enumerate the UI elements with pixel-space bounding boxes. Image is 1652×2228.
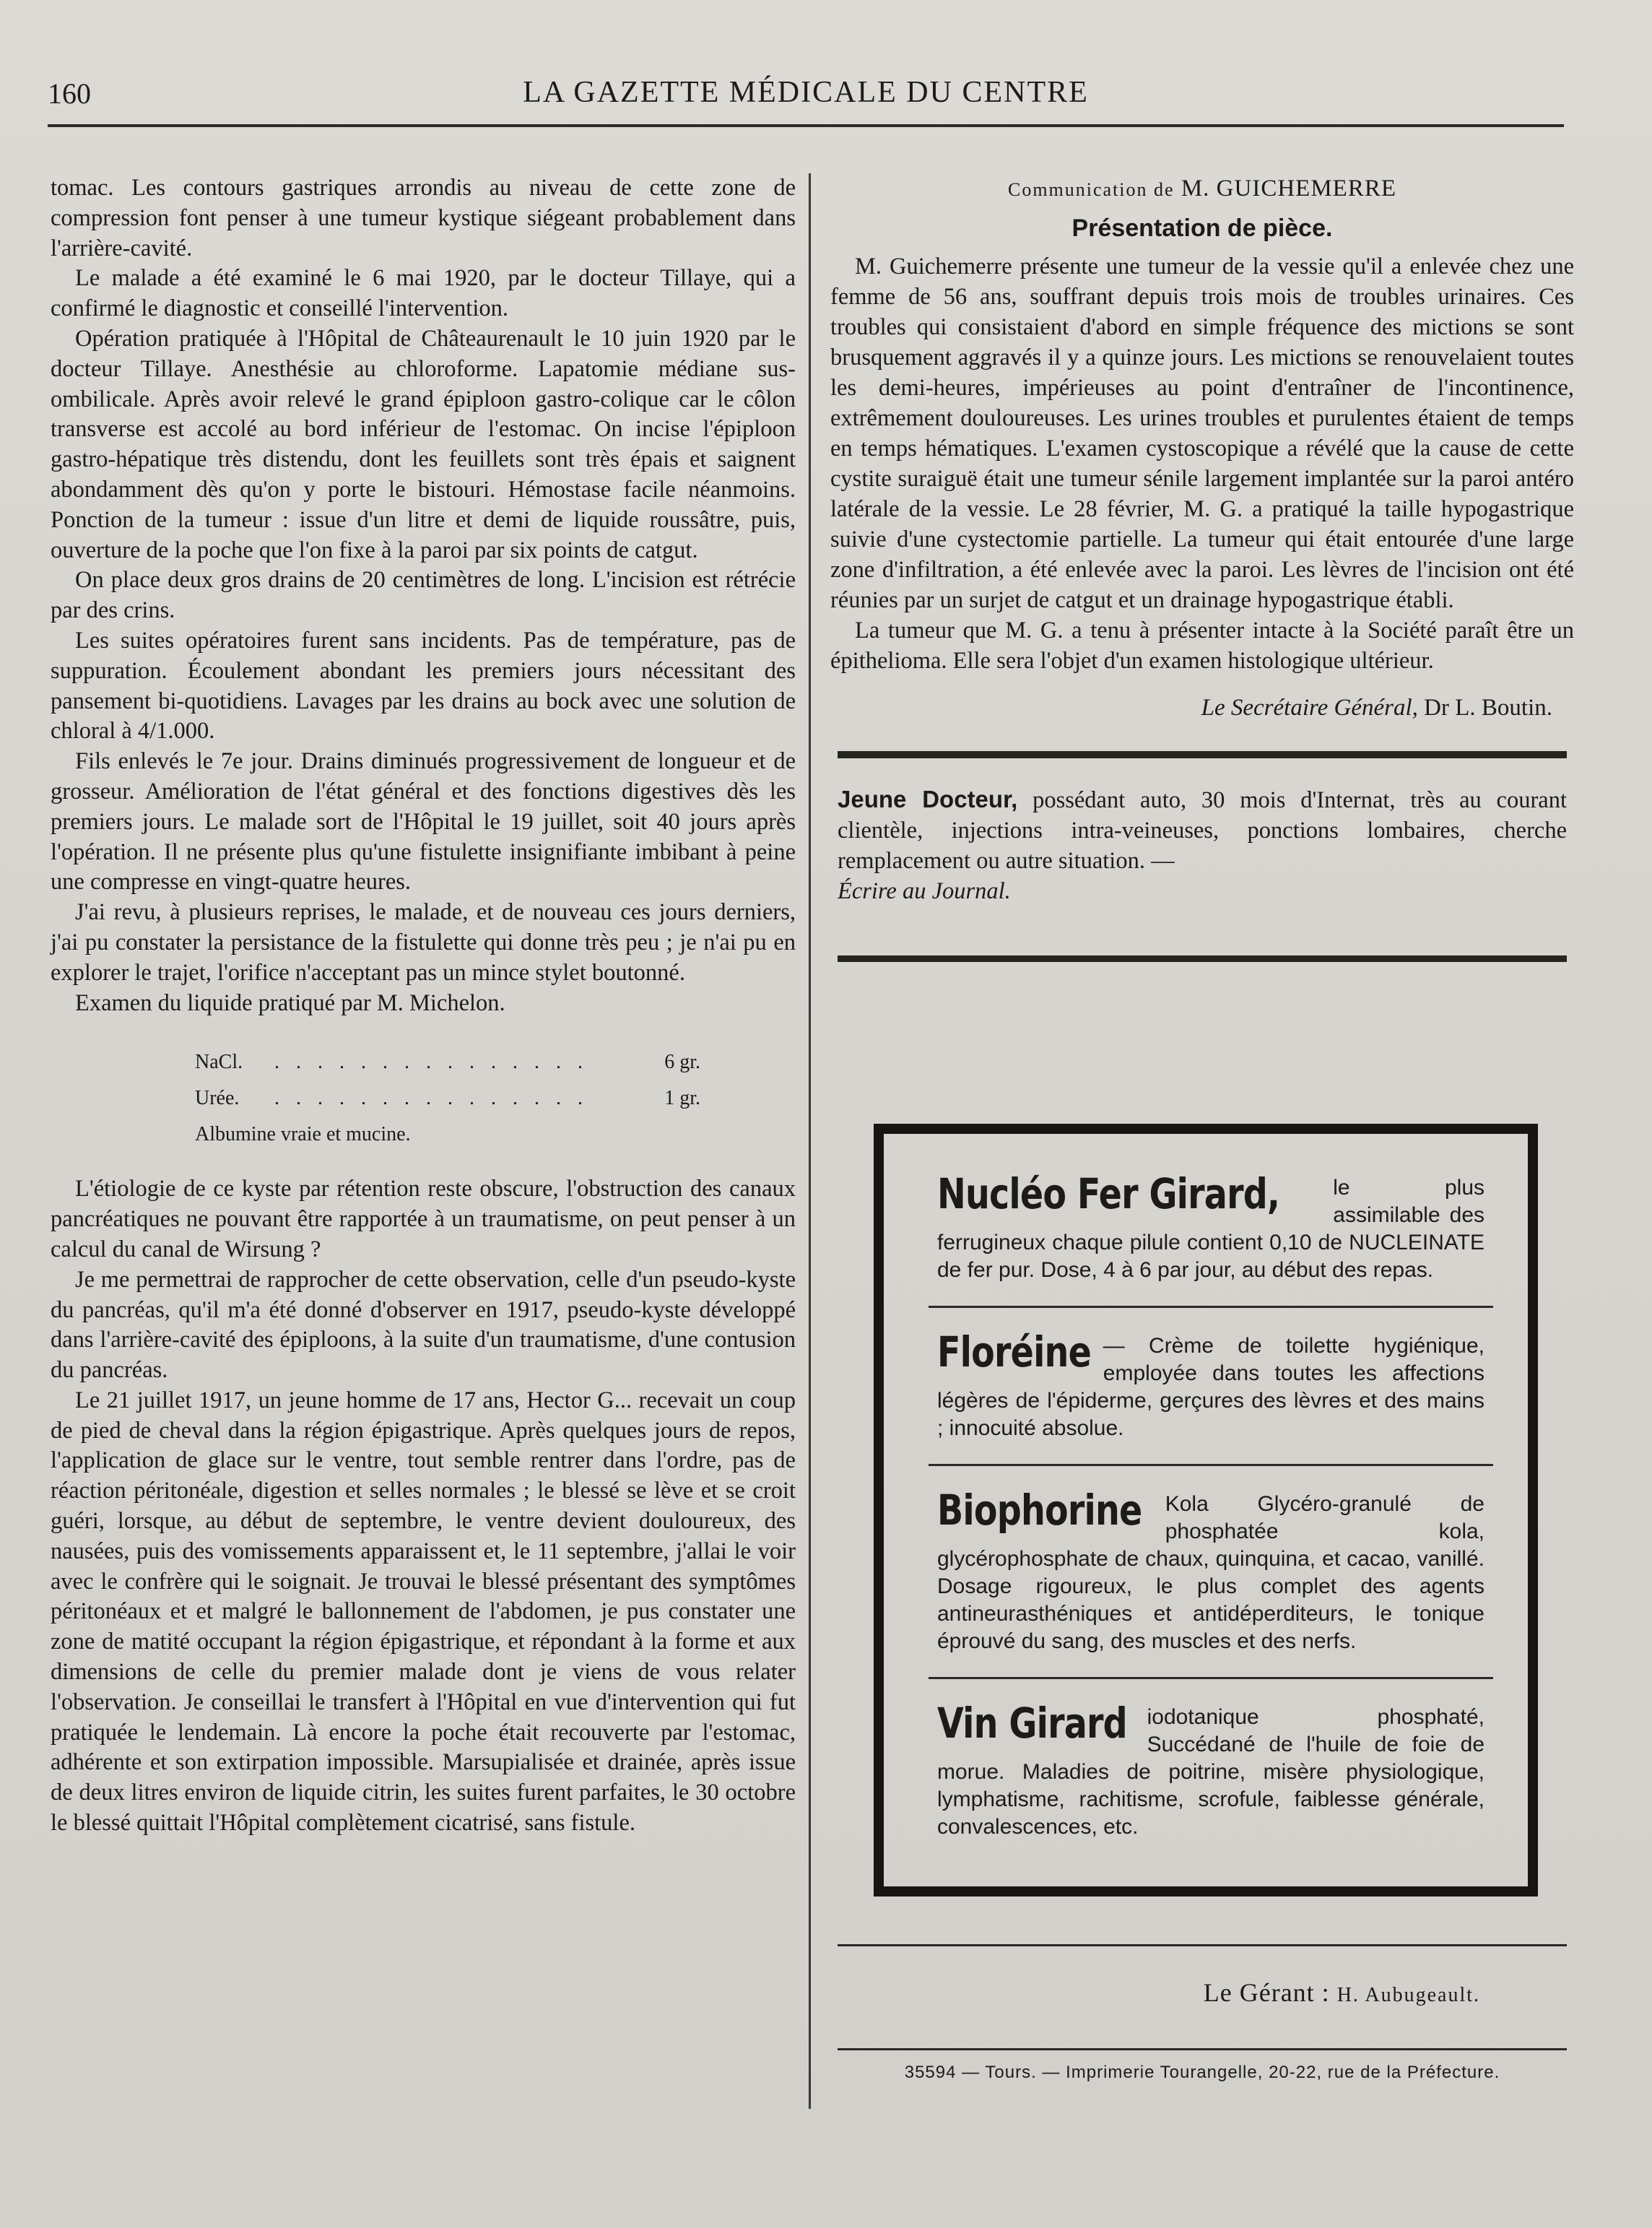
paragraph: Le 21 juillet 1917, un jeune homme de 17 ans, Hector G... recevait un coup de pied de cheval dans la région épigastrique. Après quelques jours de repos, l'application de glace sur le ventre, tout semble rentrer dans l'ordre, pas de réaction péritonéale, digestion et selles normales ; le blessé se lève et se croit guéri, lorsque, au début de septembre, le ventre devient douloureux, des nausées, puis des vomissements apparaissent et, le 11 septembre, j'allai le voir avec le confrère qui le soignait. Je trouvai le blessé présentant des symptômes péritonéaux et et malgré le ballonnement de l'abdomen, je pus constater une zone de matité occupant la région épigastrique, et répondant à la forme et aux dimensions de celle du premier malade dont je viens de vous relater l'observation. Je conseillai le transfert à l'Hôpital en vue d'intervention qui fut pratiquée le lendemain. Là encore la poche était recouverte par l'estomac, adhérente et son extirpation impossible. Marsupialisée et drainée, après issue de deux litres environ de liquide citrin, les suites furent parfaites, le 30 octobre le blessé quittait l'Hôpital complètement cicatrisé, sans fistule. [51,1387,796,1837]
leader-dots: . . . . . . . . . . . . . . . [274,1051,588,1074]
communication-body [830,251,1574,676]
ad-text: — Crème de toilette hygiénique, employée dans toutes les affections légères de l'épiderme, gerçures des lèvres et des mains ; innocuité absolue. [937,1334,1484,1440]
left-column [51,173,796,1839]
printer-imprint: 35594 — Tours. — Imprimerie Tourangelle, 20-22, rue de la Préfecture. [904,2063,1500,2082]
section-rule [838,955,1567,962]
classified-contact: Écrire au Journal. [838,878,1011,904]
paragraph: Opération pratiquée à l'Hôpital de Châteaurenault le 10 juin 1920 par le docteur Tillaye. Anesthésie au chloroforme. Lapatomie médiane sus-ombilicale. Après avoir relevé le grand épiploon gastro-colique car le côlon transverse est accolé au bord inférieur de l'estomac. On incise l'épiploon gastro-hépatique très distendu, dont les feuillets sont très épais et saignent abondamment dès qu'on y porte le bistouri. Hémostase facile néanmoins. Ponction de la tumeur : issue d'un litre et demi de liquide roussâtre, puis, ouverture de la poche que l'on fixe à la paroi par six points de catgut. [51,325,796,563]
heading-prefix: Communication de [1007,179,1175,200]
ad-divider [929,1677,1493,1679]
classified-lead: Jeune Docteur, [838,786,1018,812]
ad-floreine [937,1327,1484,1442]
lab-name: Urée. [195,1087,240,1110]
communication-heading [830,170,1574,208]
paragraph: La tumeur que M. G. a tenu à présenter intacte à la Société paraît être un épithelioma. Elle sera l'objet d'un examen histologique ultérieur. [830,617,1574,674]
gerant-line [830,1977,1480,2008]
ad-brand: Nucléo Fer Girard, [937,1169,1280,1218]
footer-rule [838,1944,1567,1946]
paragraph: Fils enlevés le 7e jour. Drains diminués progressivement de longueur et de grosseur. Amélioration de l'état général et des fonctions digestives dès les premiers jours. Le malade sort de l'Hôpital le 19 juillet, soit 40 jours après l'opération. Il ne présente plus qu'une fistulette insignifiante imbibant à peine une compresse en vingt-quatre heures. [51,748,796,896]
page-header [48,69,1564,120]
signature [830,686,1574,729]
page-number: 160 [48,77,91,110]
classified-body: possédant auto, 30 mois d'Internat, très au courant clientèle, injections intra-veineuses, ponctions lombaires, cherche remplacement ou autre situation. — [838,787,1567,874]
communication-title: Présentation de pièce. [1071,214,1333,242]
lab-name: NaCl. [195,1051,243,1074]
section-rule [838,751,1567,758]
header-rule [48,124,1564,127]
footer-rule [838,2048,1567,2050]
ad-biophorine [937,1486,1484,1655]
paragraph: L'étiologie de ce kyste par rétention reste obscure, l'obstruction des canaux pancréatiques ne pouvant être rapportée à un traumatisme, on peut penser à un calcul du canal de Wirsung ? [51,1176,796,1262]
right-column [830,170,1574,962]
signature-name: Dr L. Boutin. [1424,695,1552,721]
paragraph: Examen du liquide pratiqué par M. Michelon. [75,989,505,1016]
paragraph: Le malade a été examiné le 6 mai 1920, par le docteur Tillaye, qui a confirmé le diagnostic et conseillé l'intervention. [51,265,796,322]
paragraph: On place deux gros drains de 20 centimètres de long. L'incision est rétrécie par des crins. [51,567,796,624]
ad-brand: Biophorine [937,1486,1142,1535]
lab-row-uree [195,1080,700,1117]
ad-text: Kola Glycéro-granulé de phosphatée kola, glycérophosphate de chaux, quinquina, et cacao, vanillé. Dosage rigoureux, le plus complet des agents antineurasthéniques et antidéperditeurs, le tonique éprouvé du sang, des muscles et des nerfs. [937,1492,1484,1653]
paragraph: M. Guichemerre présente une tumeur de la vessie qu'il a enlevée chez une femme de 56 ans, souffrant depuis trois mois de troubles urinaires. Ces troubles qui consistaient d'abord en simple fréquence des mictions se sont brusquement aggravés il y a quinze jours. Les mictions se renouvelaient toutes les demi-heures, impérieuses au point d'entraîner de l'incontinence, extrêmement douloureuses. Les urines troubles et purulentes étaient de temps en temps hématiques. L'examen cystoscopique a révélé que la cause de cette cystite suraiguë était une tumeur sénile largement implantée sur la paroi antéro latérale de la vessie. Le 28 février, M. G. a pratiqué la taille hypogastrique suivie d'une cystectomie partielle. La tumeur qui était entourée d'une large zone d'infiltration, a été enlevée avec la paroi. Les lèvres de l'incision ont été réunies par un surjet de catgut et un drainage hypogastrique établi. [830,253,1574,613]
ad-divider [929,1306,1493,1308]
leader-dots: . . . . . . . . . . . . . . . [274,1087,588,1110]
paragraph: Les suites opératoires furent sans incidents. Pas de température, pas de suppuration. Écoulement abondant les premiers jours nécessitant des pansement bi-quotidiens. Lavages par les drains au bock avec une solution de chloral à 4/1.000. [51,627,796,745]
paragraph: J'ai revu, à plusieurs reprises, le malade, et de nouveau ces jours derniers, j'ai pu constater la persistance de la fistulette qui donne très peu ; je n'ai pu en explorer le trajet, l'orifice n'acceptant pas un mince stylet boutonné. [51,899,796,986]
journal-title: LA GAZETTE MÉDICALE DU CENTRE [523,76,1089,109]
paragraph: Je me permettrai de rapprocher de cette observation, celle d'un pseudo-kyste du pancréas, qu'il m'a été donné d'observer en 1917, pseudo-kyste développé dans l'arrière-cavité des épiploons, à la suite d'un traumatisme, d'une contusion du pancréas. [51,1266,796,1384]
lab-results-table [195,1044,796,1153]
column-divider [809,173,811,2109]
advertisement-box [874,1124,1538,1897]
lab-value: 1 gr. [664,1087,700,1110]
paragraph: tomac. Les contours gastriques arrondis au niveau de cette zone de compression font penser à une tumeur kystique siégeant probablement dans l'arrière-cavité. [51,175,796,261]
ad-divider [929,1464,1493,1466]
lab-value: 6 gr. [664,1051,700,1074]
gerant-name: H. Aubugeault. [1336,1984,1480,2006]
lab-note: Albumine vraie et mucine. [195,1123,411,1146]
ad-text: iodotanique phosphaté, Succédané de l'huile de foie de morue. Maladies de poitrine, misère physiologique, lymphatisme, rachitisme, scrofule, faiblesse générale, convalescences, etc. [937,1705,1484,1839]
ad-vin-girard [937,1699,1484,1841]
ad-brand: Floréine [937,1327,1092,1377]
classified-ad [838,784,1567,906]
ad-nucleo-fer-girard [937,1169,1484,1284]
ad-text: le plus assimilable des ferrugineux chaque pilule contient 0,10 de NUCLEINATE de fer pur. Dose, 4 à 6 par jour, au début des repas. [937,1176,1484,1282]
ad-brand: Vin Girard [937,1699,1127,1748]
heading-name: M. GUICHEMERRE [1181,175,1397,201]
signature-title: Le Secrétaire Général, [1201,695,1418,721]
lab-row-nacl [195,1044,700,1080]
gerant-label: Le Gérant : [1203,1978,1330,2007]
